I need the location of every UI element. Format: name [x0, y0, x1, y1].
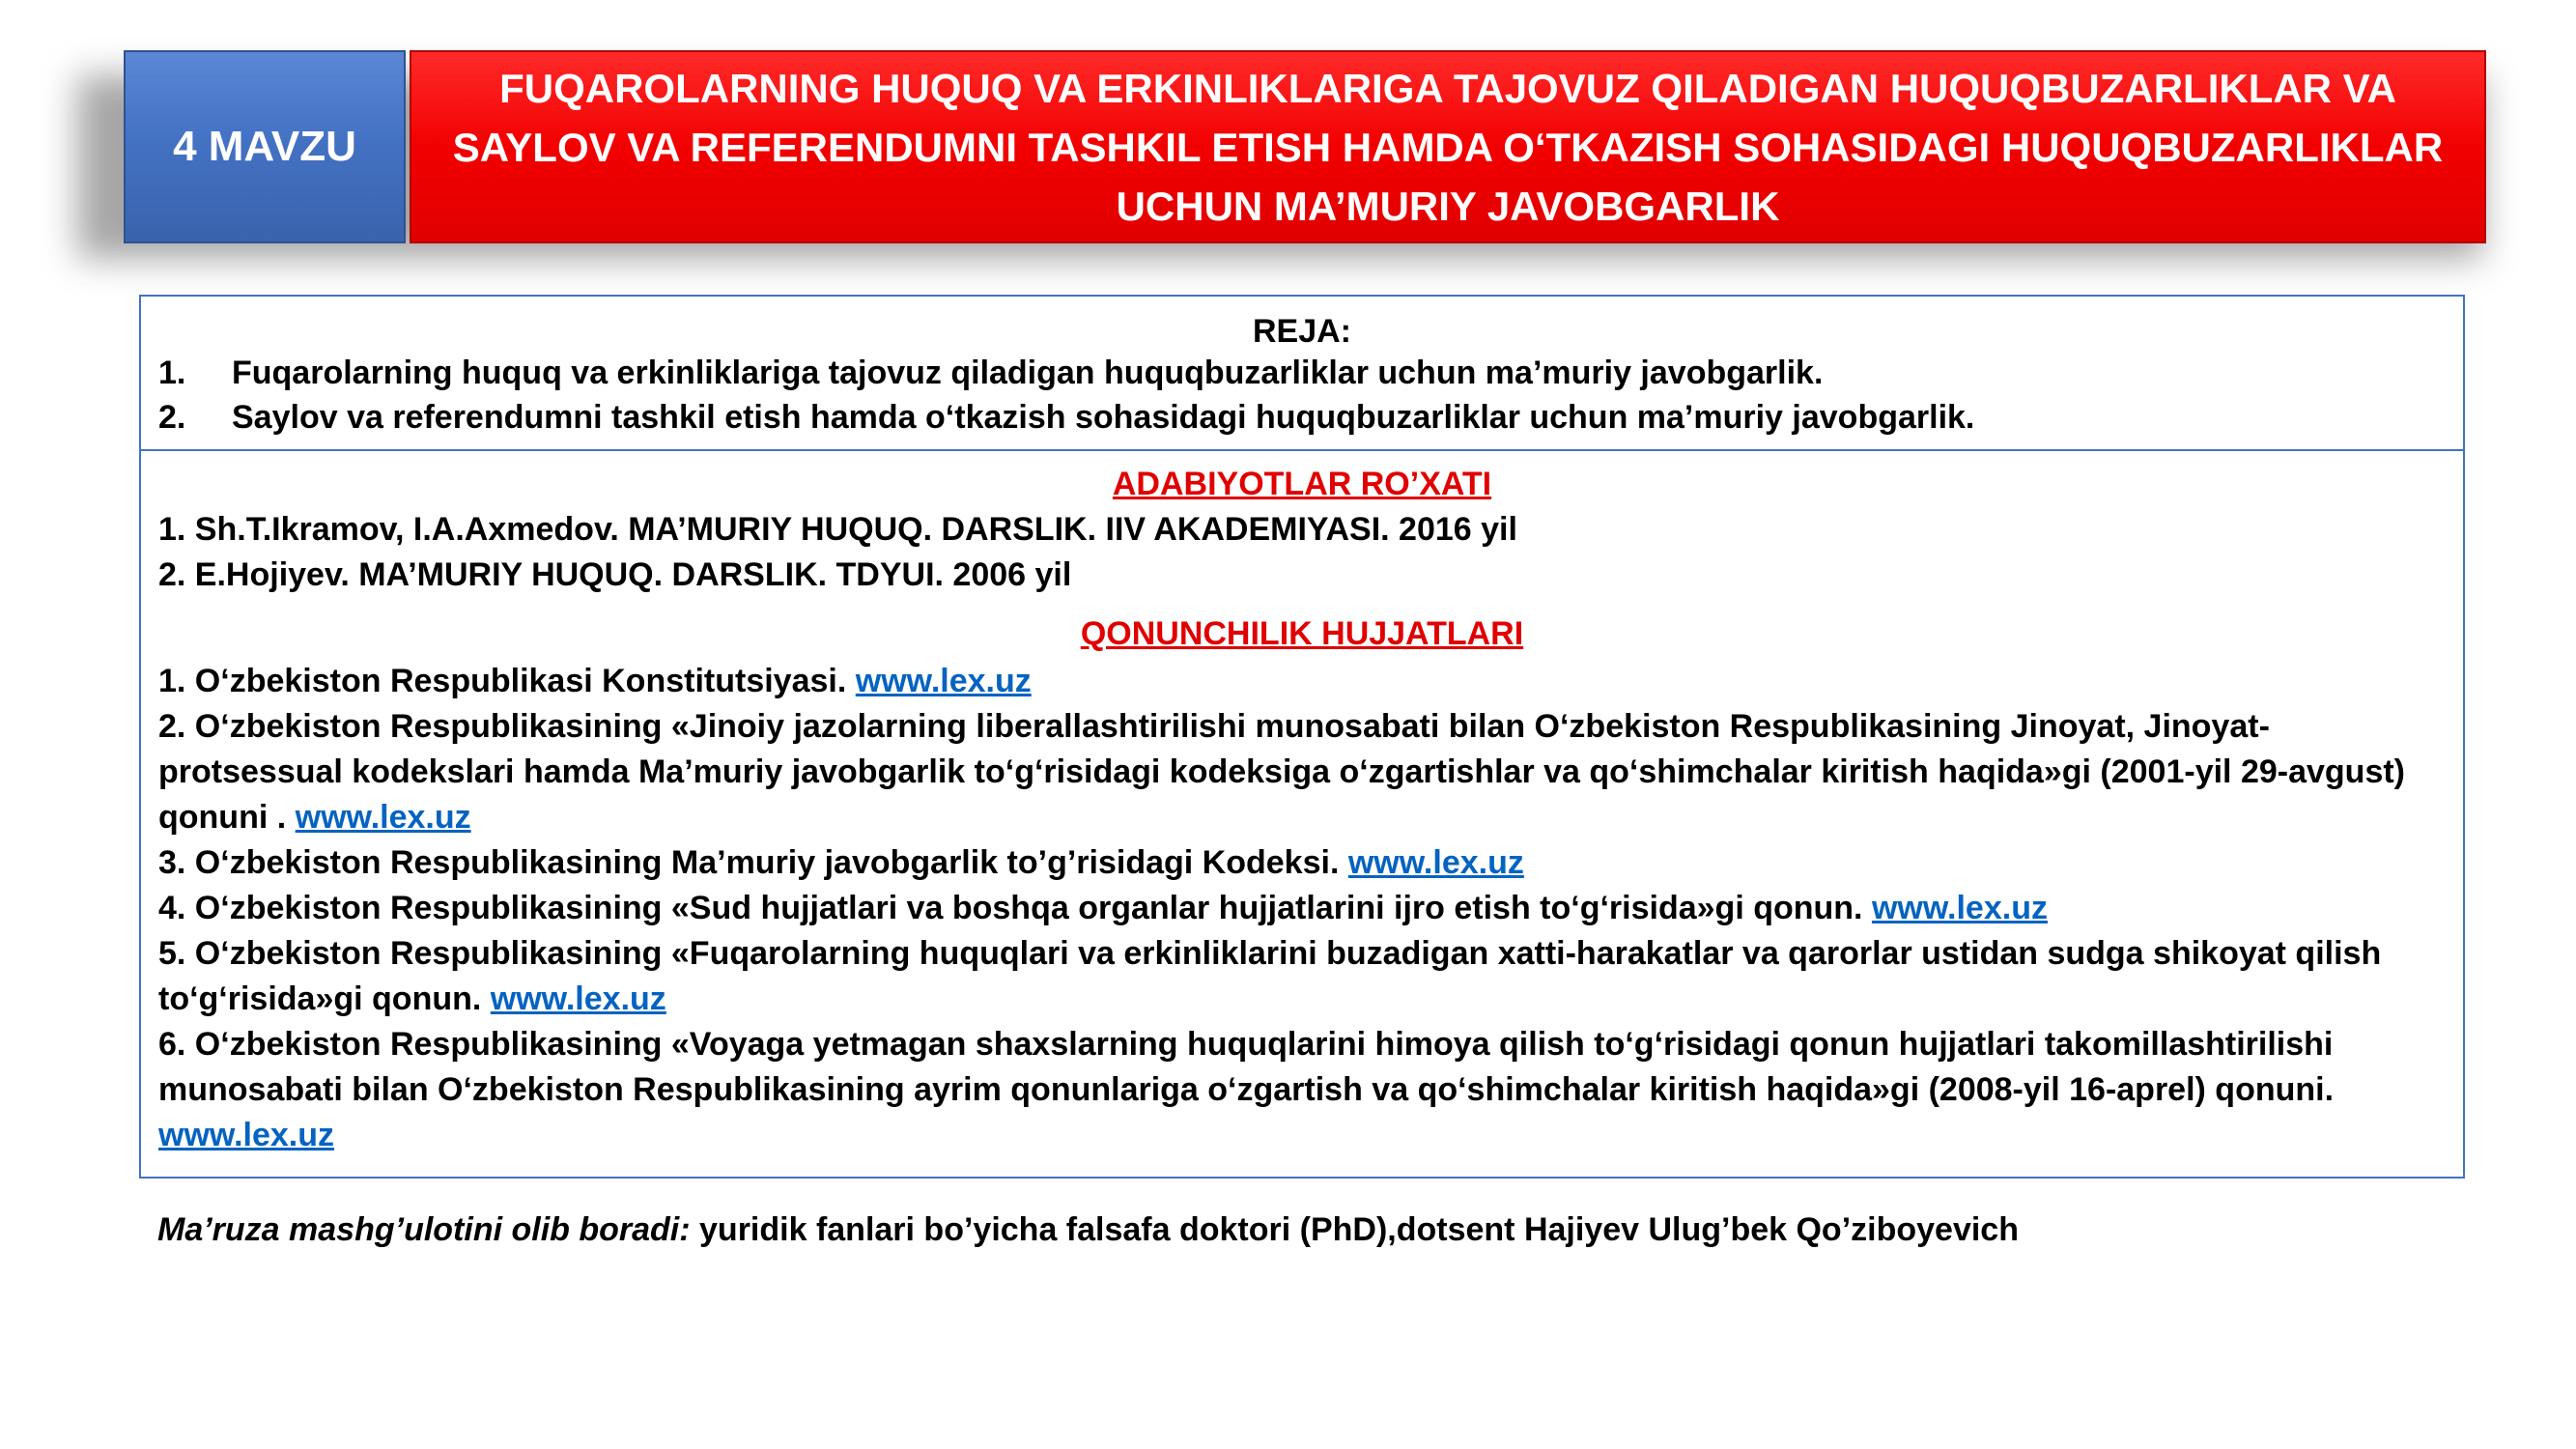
plan-heading: REJA:: [1252, 313, 1352, 350]
legislation-link[interactable]: www.lex.uz: [295, 799, 471, 836]
lecturer-label: Ma’ruza mashg’ulotini olib boradi:: [157, 1211, 691, 1248]
topic-number-label: 4 MAVZU: [173, 123, 356, 170]
legislation-item-text: 5. O‘zbekiston Respublikasining «Fuqarolarning huquqlari va erkinliklarini buzadigan xatti-harakatlar va qarorlar ustidan sudga shikoyat qilish to‘g‘risida»gi qonun.: [158, 935, 2382, 1017]
title-banner: [410, 50, 2486, 243]
plan-item-number: 2.: [158, 399, 186, 436]
topic-number-badge: [124, 50, 406, 243]
legislation-item: [158, 704, 2448, 840]
legislation-item-text: 1. O‘zbekiston Respublikasi Konstitutsiyasi.: [158, 663, 847, 699]
legislation-link[interactable]: www.lex.uz: [158, 1117, 335, 1153]
legislation-item-text: 2. O‘zbekiston Respublikasining «Jinoiy jazolarning liberallashtirilishi munosabati bilan O‘zbekiston Respublikasining Jinoyat, Jinoyat-protsessual kodekslari hamda Ma’muriy javobgarlik to‘g‘risidagi kodeksiga o‘zgartishlar va qo‘shimchalar kiritish haqida»gi (2001-yil 29-avgust) qonuni .: [158, 708, 2405, 836]
legislation-item-text: 6. O‘zbekiston Respublikasining «Voyaga yetmagan shaxslarning huquqlarini himoya qilish to‘g‘risidagi qonun hujjatlari takomillashtirilishi munosabati bilan O‘zbekiston Respublikasining ayrim qonunlariga o‘zgartish va qo‘shimchalar kiritish haqida»gi (2008-yil 16-aprel) qonuni.: [158, 1026, 2335, 1108]
plan-item-number: 1.: [158, 355, 186, 391]
content-frame: [139, 295, 2465, 1179]
literature-heading: ADABIYOTLAR RO’XATI: [1112, 466, 1492, 502]
lecturer-footer: [157, 1208, 2019, 1252]
plan-item-text: Saylov va referendumni tashkil etish hamda o‘tkazish sohasidagi huquqbuzarliklar uchun ma’muriy javobgarlik.: [232, 399, 1975, 436]
plan-item: [158, 351, 1823, 395]
page-title: FUQAROLARNING HUQUQ VA ERKINLIKLARIGA TAJOVUZ QILADIGAN HUQUQBUZARLIKLAR VA SAYLOV VA REFERENDUMNI TASHKIL ETISH HAMDA O‘TKAZISH SOHASIDAGI HUQUQBUZARLIKLAR UCHUN MA’MURIY JAVOBGARLIK: [452, 65, 2444, 229]
legislation-heading: QONUNCHILIK HUJJATLARI: [1080, 615, 1524, 652]
legislation-link[interactable]: www.lex.uz: [490, 980, 666, 1017]
literature-item: 1. Sh.T.Ikramov, I.A.Axmedov. MA’MURIY HUQUQ. DARSLIK. IIV AKADEMIYASI. 2016 yil: [158, 511, 1517, 548]
legislation-item: [158, 931, 2448, 1022]
legislation-item-text: 4. O‘zbekiston Respublikasining «Sud hujjatlari va boshqa organlar hujjatlarini ijro etish to‘g‘risida»gi qonun.: [158, 890, 1863, 926]
legislation-item: [158, 659, 2448, 704]
legislation-link[interactable]: www.lex.uz: [855, 663, 1032, 699]
legislation-link[interactable]: www.lex.uz: [1871, 890, 2048, 926]
legislation-item: [158, 886, 2448, 931]
legislation-item: [158, 1022, 2448, 1158]
plan-item-text: Fuqarolarning huquq va erkinliklariga tajovuz qiladigan huquqbuzarliklar uchun ma’muriy javobgarlik.: [232, 355, 1824, 391]
legislation-link[interactable]: www.lex.uz: [1347, 844, 1524, 881]
legislation-list: [158, 659, 2448, 1158]
literature-item: 2. E.Hojiyev. MA’MURIY HUQUQ. DARSLIK. TDYUI. 2006 yil: [158, 556, 1072, 593]
plan-section: [141, 297, 2463, 451]
legislation-item-text: 3. O‘zbekiston Respublikasining Ma’muriy javobgarlik to’g’risidagi Kodeksi.: [158, 844, 1340, 881]
legislation-item: [158, 840, 2448, 886]
lecturer-info: yuridik fanlari bo’yicha falsafa doktori (PhD),dotsent Hajiyev Ulug’bek Qo’ziboyevich: [690, 1211, 2019, 1248]
plan-item: [158, 395, 1974, 440]
